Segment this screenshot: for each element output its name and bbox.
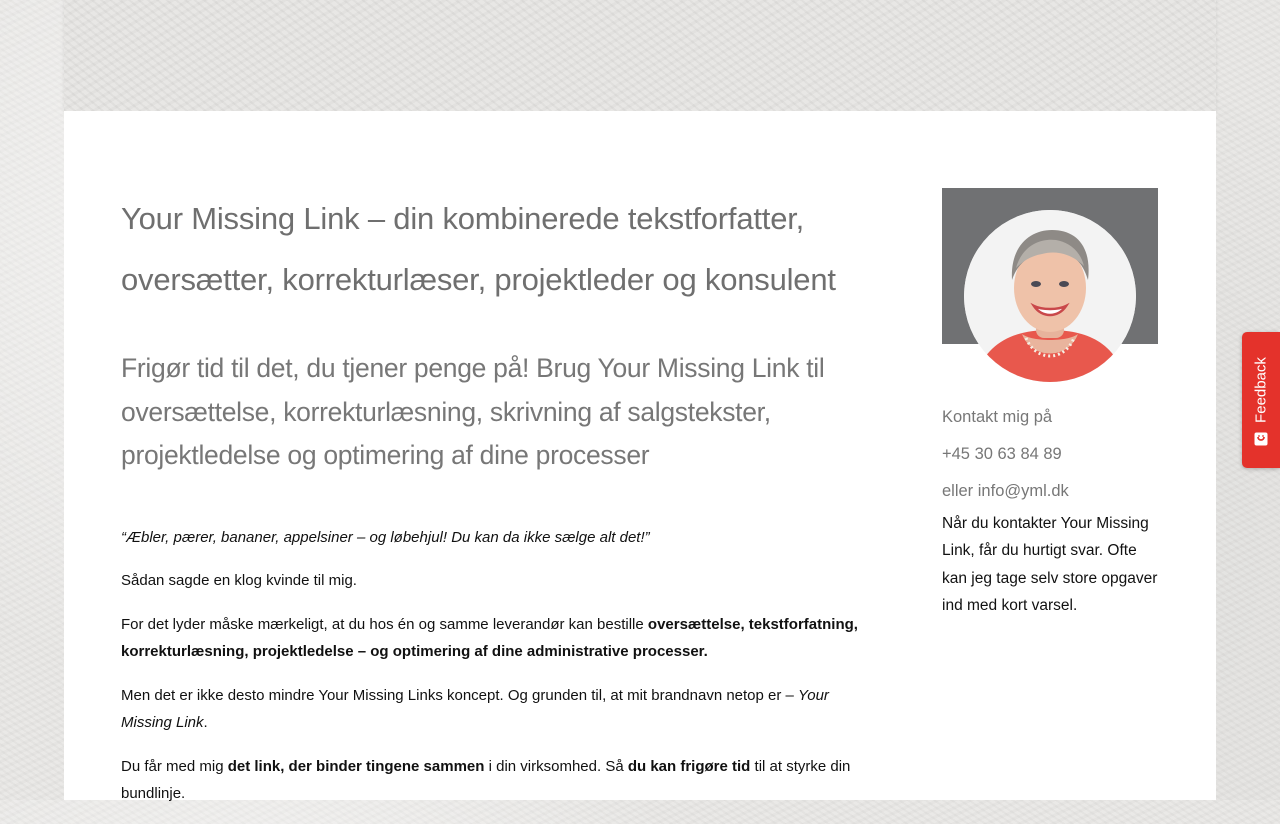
concept-paragraph [121, 682, 881, 737]
page [64, 0, 1216, 800]
services-paragraph [121, 611, 881, 666]
avatar [964, 210, 1136, 382]
quote-paragraph [121, 524, 881, 552]
page-title: Your Missing Link – din kombinerede tekstforfatter, oversætter, korrekturlæser, projektleder og konsulent [121, 201, 836, 297]
sidebar [942, 188, 1158, 635]
brand-name: Your Missing Link [121, 686, 829, 731]
intro-paragraph: Sådan sagde en klog kvinde til mig. [121, 572, 357, 589]
services-text: For det lyder måske mærkeligt, at du hos én og samme leverandør kan bestille [121, 615, 648, 633]
concept-text: Men det er ikke desto mindre Your Missing Links koncept. Og grunden til, at mit brandnavn netop er – [121, 686, 799, 704]
benefit-highlight-1: det link, der binder tingene sammen [227, 757, 485, 775]
services-highlight: oversættelse, tekstforfatning, korrekturlæsning, projektledelse – og optimering af dine administrative processer. [121, 615, 858, 660]
feedback-button[interactable] [1242, 332, 1280, 468]
feedback-label: Feedback [1252, 357, 1270, 423]
concept-end: . [203, 714, 208, 731]
main-column [121, 188, 881, 824]
quote-text: “Æbler, pærer, bananer, appelsiner – og løbehjul! Du kan da ikke sælge alt det!” [121, 528, 650, 546]
contact-description: Når du kontakter Your Missing Link, får du hurtigt svar. Ofte kan jeg tage selv store opgaver ind med kort varsel. [942, 515, 1158, 614]
portrait-image [942, 188, 1158, 382]
feedback-icon [1254, 432, 1268, 446]
content-area [64, 111, 1216, 800]
person-photo-icon [964, 210, 1136, 382]
phone-number[interactable]: +45 30 63 84 89 [942, 445, 1062, 463]
article-body [121, 524, 881, 808]
page-subtitle: Frigør tid til det, du tjener penge på! Brug Your Missing Link til oversættelse, korrekturlæsning, skrivning af salgstekster, projektledelse og optimering af dine processer [121, 353, 825, 470]
benefit-paragraph [121, 753, 881, 808]
contact-label: Kontakt mig på [942, 408, 1053, 426]
benefit-highlight-2: du kan frigøre tid [627, 757, 751, 775]
benefit-text-2: i din virksomhed. Så [484, 757, 628, 775]
benefit-text-3: til at styrke din bundlinje. [121, 757, 851, 802]
email-address[interactable]: eller info@yml.dk [942, 482, 1069, 500]
header-banner [64, 0, 1216, 111]
benefit-text-1: Du får med mig [121, 757, 228, 775]
